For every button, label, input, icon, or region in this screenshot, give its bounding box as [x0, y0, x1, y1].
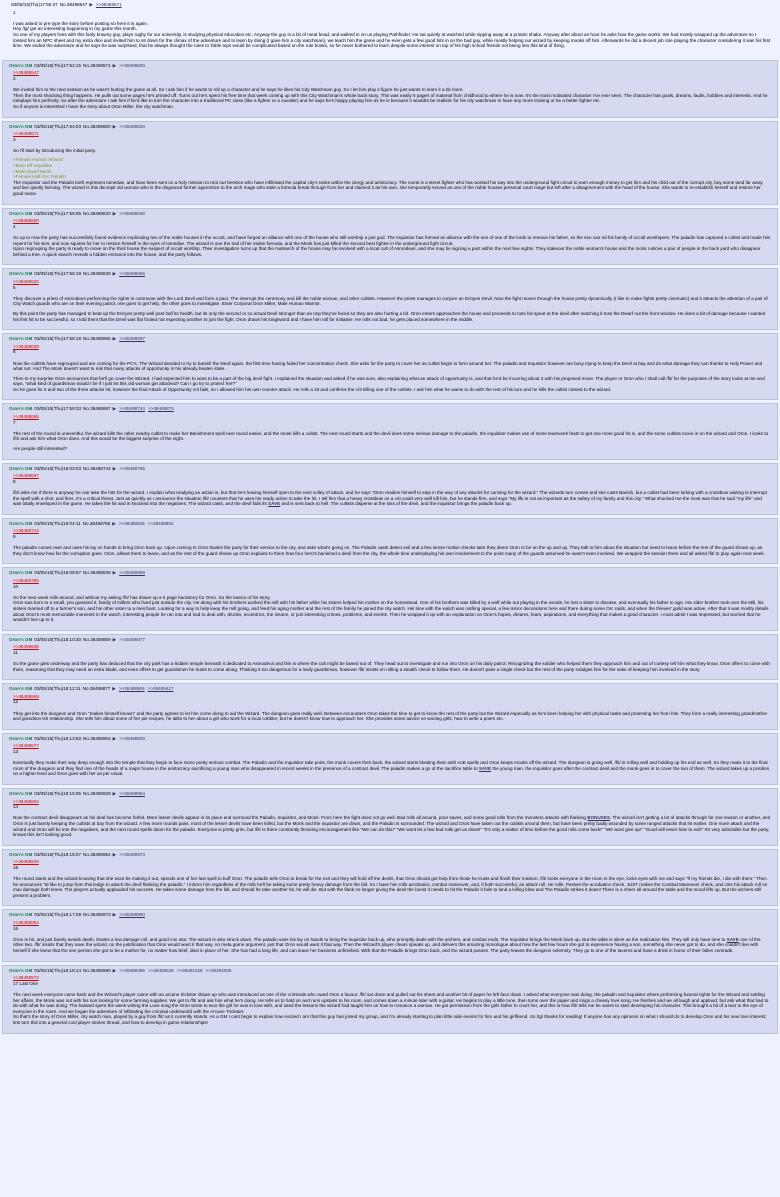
post-date: 03/05/15(Thu)18:16:07: [34, 851, 82, 857]
post-part-number: 17 Last One: [13, 980, 39, 986]
post-menu-arrow-icon[interactable]: ▶: [112, 967, 117, 973]
post-number[interactable]: No.38488744: [83, 465, 111, 471]
post-paragraph: So up to now the party has successfully found evidence implicating two of the noble houses in the occult, and have forged an alliance with one of the house who still worship a just god. The Inquisitor has formed an alliance with the son of one of the lords to remove his father, so the son can rid his family of occult worshipers. The paladin has captured a cultist and made him repent for his sins, and now squires for her to restore himself in the eyes of Iomedae. The wizard is one the trail of her stolen formula, and the Monk has just killed the second best fighter in the underground fight circuit. Upon regrouping the party is ready to move on the third house the suspect of occult worship. Their investigation turns up that the matriarch of the house may be involved with a local cult of Asmodeus, and she may be signing a pact within the next few nights. They stakeout the noble woman's house and the monk notices a pair of people in the back yard who disappear behind a tree. A quick search reveals a hidden entrance into the house, and the party follows.: [13, 235, 771, 257]
quote-link[interactable]: >>38488571: [13, 131, 39, 137]
post-menu-arrow-icon[interactable]: ▶: [112, 570, 117, 576]
post-date: 03/05/15(Thu)18:03:03: [34, 465, 82, 471]
post-part-number: 13: [13, 749, 19, 754]
post-header: [9, 637, 771, 643]
poster-name: Oron's GM: [9, 570, 33, 576]
reply-backlink[interactable]: >>38488571: [95, 2, 122, 7]
post-number[interactable]: No.38488697: [83, 406, 111, 412]
post-menu-arrow-icon[interactable]: ▶: [112, 465, 117, 471]
quote-link[interactable]: >>38488954: [13, 920, 39, 926]
post: [2, 567, 778, 630]
reply-backlink[interactable]: >>38488874: [148, 406, 174, 412]
post-header: [9, 124, 771, 130]
quote-link[interactable]: >>38488744: [13, 528, 39, 534]
post-part-number: 16: [13, 925, 19, 931]
post-body: [9, 920, 771, 954]
post: [2, 634, 778, 681]
poster-name: Oron's GM: [9, 210, 33, 216]
post-body: [9, 131, 771, 197]
post: [2, 733, 778, 785]
poster-name: Oron's GM: [9, 406, 33, 412]
poster-name: Oron's GM: [9, 967, 33, 973]
post-number[interactable]: No.38488954: [83, 851, 111, 857]
keyword-link[interactable]: SAVE: [726, 936, 739, 942]
reply-backlink[interactable]: >>38488990: [119, 912, 145, 918]
post: [2, 965, 778, 1034]
post-header: [9, 968, 771, 974]
post-number[interactable]: No.38488877: [82, 686, 111, 692]
post-header: [9, 570, 771, 576]
post-part-number: 6: [13, 349, 16, 355]
post-number[interactable]: No.38488990: [83, 967, 111, 973]
post-part-number: 8: [13, 478, 16, 484]
post-menu-arrow-icon[interactable]: ▶: [112, 271, 117, 277]
post-date: 03/05/15(Thu)17:56:19: [34, 271, 82, 277]
post-menu-arrow-icon[interactable]: ▶: [112, 210, 117, 216]
post-date: 03/05/15(Thu)18:15:05: [34, 790, 82, 796]
reply-backlink[interactable]: >>38488600: [119, 62, 145, 68]
poster-name: Oron's GM: [9, 851, 33, 857]
post-number[interactable]: No.38488904: [83, 735, 111, 741]
quote-link[interactable]: >>38488859: [13, 693, 39, 699]
poster-name: Oron's GM: [9, 520, 33, 526]
post-paragraph: By this point the party has managed to beat up the Erinyes pretty well past half its health, but its only the second or so actual Devil stronger than an Imp they've faced so they are also hurting a bit. Oron enters approaches the house and proceeds to toss his spear at the devil after watching it toss the Dwarf out the front window. He does a bit of damage because I wanted his first hit to be successful, so I told them that the Devil was flat footed not expecting another to join the fight. Oron draws his longsword and I have him roll for initiative. He rolls not bad, he gets placed somewhere in the middle.: [13, 310, 766, 322]
poster-name: Oron's GM: [9, 912, 33, 918]
post-number[interactable]: No.38488665: [83, 336, 111, 342]
quote-link[interactable]: >>38488904: [13, 798, 39, 804]
post-paragraph: I was asked to pre type the story before posting so here it is again. Hey /tg/ got an interesting happening in my game this month. So one of my players lives with this fairly brawny guy, plays rugby for our university, is studying physical education etc. Anyway the guy is a bit of meat head, and walked in on us playing Pathfinder. He sat quietly at watched while sipping away at a protein shake. Anyway after about an hour he asks how the game works. We had mostly wrapped up the adventure so I tossed him an NPC sheet and my extra dice and invited him to sit down for the climax of the adventure and to learn by doing (I gave him a city watchman), we teach him the game and he even gets a few good hits in on the bad guy, while mostly helping our wizard by keeping mooks off him. Afterwards he did a decent job role playing the character considering it was his first time. We ended the adventure and he says he was surprised, that he always thought the rules to Table tops would be complicated based on the rule books, so he never bothered to learn despite some interest on top of his high school friends not being into this kind of thing.: [13, 20, 771, 49]
post-body: [9, 528, 771, 556]
post-paragraph: The next week everyone came back and the Wizard's player came with an arcane trickster drawn up who was introduced as one of the criminals who owed Oron a favour. /fit/ sat down and pulled out his sheet and another bit of paper he left face down. I asked what everyone was doing, the paladin and inquisitor where preforming funeral rights for the Wizard and settling her affairs, the Monk was out with his son looking for some farming supplies. We get to /fit/ and ask him what he's doing. He tells us to hold on and runs upstairs to his room, and comes down a minute later with a guitar. He begins to play a little tune, then turns over the paper and sings a cheesy love song. He finishes and we all laugh and applaud, but ask what that had to do with what he was doing. The bastard spent the week writing the Love song the Oron wrote to woo the girl he was in love with, and used the lessons the wizard had taught him on how to romance a woman. He got permission from the girls father to court her, and this is how /fit/ tells me he wants to start developing his character. This brought a bit of a tear to the eye of everyone in the room. And we began the adventure of infiltrating the criminal underworld with the Arcane Trickster. So that's the story of Oron Miller, city watch man, played by a guy from /fit/ as it currently stands. As a GM I cant begin to explain how excited I am that this guy has joined my group, and I'm already starting to plan little side events for him and his girlfriend. So /tg/ thanks for reading! If anyone has any opinions on what I should do to develop Oron and his new love interest; lets turn this into a general cool player stories thread, and how to develop in game relationships!: [13, 992, 769, 1025]
post-body: [9, 344, 771, 393]
reply-backlink[interactable]: >>38488639: [119, 210, 145, 216]
post-menu-arrow-icon[interactable]: ▶: [112, 62, 117, 68]
reply-backlink[interactable]: >>38488877: [119, 636, 145, 642]
post-header: [9, 521, 771, 527]
post: [2, 788, 778, 846]
poster-name: Oron's GM: [9, 123, 33, 129]
post-menu-arrow-icon[interactable]: ▶: [112, 851, 117, 857]
poster-name: Oron's GM: [9, 686, 33, 692]
post-paragraph: /fit/ asks me if there is anyway he can take the hits for the wizard. I explain what readying an action is, but that he's leaving himself open to the next volley of attack, and he says "Oron readies himself to step in the way of any attacks for cunning for the wizard." The wizards turn comes and she casts Banish, but a cultist had been lurking with a crossbow waiting to interrupt the spell with a shot, and fires. It's a critical threat. Just as quickly as I announce the situation /fit/ counters that he uses his ready action to take the hit. I tell him that a heavy crossbow on a crit could very well kill him, but he stands firm, and says "My life is not as important as the safety of my family and this city." What shocked me the most was that he said "my life" and was totally enveloped in the game. He takes the hit and is knocked into the negatives. The wizard casts, and the devil fails its SAVE and is sent back to hell. The cultists disperse at the loss of the devil, and the inquisitor brings the paladin back up.: [13, 490, 767, 507]
keyword-link[interactable]: SAVE: [478, 765, 492, 771]
post: [2, 683, 778, 730]
greentext-line: >Female Half-Orc Paladin: [13, 174, 66, 180]
quote-link[interactable]: >>38488620: [13, 278, 39, 284]
post-paragraph: Are people still interested?: [13, 446, 68, 452]
quote-link[interactable]: >>38488765: [13, 577, 39, 583]
post-number[interactable]: No.38488639: [83, 271, 111, 277]
quote-link[interactable]: >>38488929: [13, 859, 39, 865]
post-menu-arrow-icon[interactable]: ▶: [112, 336, 117, 342]
post: [2, 208, 778, 266]
post-header: [9, 63, 771, 69]
post-date: 03/05/15(Thu)17:54:03: [34, 123, 82, 129]
post-number[interactable]: No.38488547: [59, 2, 88, 7]
post-paragraph: They get into the dungeon and Oron "makes himself known" and the party agrees to let him come along to aid the Wizard. The dungeon goes really well. Between encounters Oron takes the time to get to know the rest of the party but the Wizard especially as he's been helping her with physical tasks and protecting her from hits. They form a really interesting grandmother and grandson ish relationship. She tells him about some of her pie recipes, he talks to her about a girl who work for a local cobbler, but he doesn't know how to approach her. She provides some advice on wooing girls, how to write a poem etc.: [13, 710, 768, 722]
post-body: [9, 578, 771, 623]
reply-backlink[interactable]: >>38488852: [147, 520, 174, 526]
post: [2, 518, 778, 565]
post-body: [9, 975, 771, 1025]
post-part-number: 9: [13, 533, 16, 539]
poster-name: Oron's GM: [9, 735, 33, 741]
quote-link[interactable]: >>38488639: [13, 343, 39, 349]
post: [2, 121, 778, 205]
post-paragraph: Now the contract devil disappears as his deal has become forfeit. More lesser devils appear in its place and surround the Paladin, Inquisitor, and Monk. From here the fight does not go well. Bad rolls all around, poor saves, and some good rolls from the monsters attacks with flanking BONUSES. The wizard isn't getting a lot of attacks through for one reason or another, and Oron is just barely keeping the cultists at bay from the wizard. A few more rounds pass, most of the lesser devils have been killed, but the Monk and the inquisitor are down, and the Paladin is surrounded. The wizard and Oron have taken out the cultists around them, but have been pretty badly wounded by some ranged attacks that hit earlier. One more attack and the wizard and Oron will be into the negatives, and the next round spells doom for the paladin. Everyone is pretty grim, but /fit/ is there constantly throwing encouragement like "We can do this!" "We wont let a few bad rolls get us down!" "It's only a matter of time before the good rolls come back!" "We wont give up!" "Good will never lose to evil!" It's very admirable but the party, knows this isn't looking good.: [13, 815, 771, 838]
post-part-number: 14: [13, 804, 19, 810]
quote-link[interactable]: >>38488836: [13, 644, 39, 650]
post-part-number: 15: [13, 864, 19, 870]
reply-backlink[interactable]: >>38492055: [205, 967, 232, 973]
post-number[interactable]: No.38488859: [83, 636, 111, 642]
reply-backlink[interactable]: >>38489469: [119, 967, 145, 973]
post-header: [9, 686, 771, 692]
post: [2, 909, 778, 961]
post-date: 03/05/15(Thu)17:55:05: [34, 210, 82, 216]
post-menu-arrow-icon[interactable]: ▶: [112, 123, 117, 129]
post-paragraph: So the game gets underway and the party has deduced that the city park has a hidden temple beneath it dedicated to Asmodeus and this is where the cult might be based out of. They head out to investigate and run into Oron on his daily patrol. Recognizing the soldier who helped them they approach him and out of curtesy tell him what they know. Oron offers to come with them, reasoning that they may need an extra blade, and even offers to get guardsmen he trusts to come along. Thinking it too dangerous for a lowly guardsman, however /fit/ insists on rolling a stealth check to follow them. He doesn't pass a single check but the rest of the party indulges him for the sake of keeping him involved in the story.: [13, 661, 770, 672]
post-body: [9, 743, 771, 777]
keyword-link[interactable]: BONUSES: [587, 815, 610, 821]
post-date: 03/05/15(Thu)18:13:50: [34, 735, 82, 741]
post-paragraph: Oron is hit, and just barely avoids death, thanks a low damage roll, and good con stat. The wizard is also struck down. The paladin uses his lay on hands to bring the inquisitor back up, who promptly deals with the archers, and combat ends. The Inquisitor brings the Monk back up, But the table is silent as the realization hits. They will only have time to SAVE one of the other two. /fit/ insists that they save the wizard, on the justification that Oron would want it that way, no meta game argument, just that Oron would want it that way. Then the Wizard's player clears speaks up, and delivers this amazing monologue about how the last few hours she got to experience having a son, something she never got to do, and she couldn't live with herself if she knew that the one person she got to be a mother for, no matter how brief, died in place of her. She has had a long life, and can leave her business unfinished. With that the Paladin brings Oron back, and the wizard passes. The party leaves the dungeon solemnly. They go to one of the taverns and have a drink in honor of their fallen comrade.: [13, 936, 761, 954]
post-number[interactable]: No.38488600: [83, 123, 111, 129]
post: [2, 463, 778, 515]
post-body: [9, 799, 771, 838]
post-menu-arrow-icon[interactable]: ▶: [112, 406, 117, 412]
quote-link[interactable]: >>38488600: [13, 218, 39, 224]
post-part-number: 1: [13, 9, 16, 15]
post-date: 03/05/15(Thu)18:10:30: [34, 636, 82, 642]
post: [2, 849, 778, 907]
poster-name: Oron's GM: [9, 790, 33, 796]
post-body: [9, 473, 771, 507]
post-paragraph: We invited him to the next session as he wasn't hurting the game at all. So I ask him if he wants to roll up a character and he says he likes his City Watchman guy. So I let him play it figure he just wants to learn it a bit more. Then the most shocking thing happens. He pulls out some pages he's printed off. Turns out he's spent his free time that week coming up with this City Watchman's whole back story. This was easily 5 pages of material from childhood to where he is now. It's the most motivated character I've ever seen. The character has goals, dreams, faults, hobbies and interests. And he roleplays him perfectly. So after the adventure I ask him if he'd like to turn the character into a traditional PC class (like a fighter or a cavalier) and he says he's happy playing him as he is because it wouldnt be realistic for his city watchman to have any more training or be a better fighter etc. So if anyone is interested I have the story about Oron Miller, the city watchman.: [13, 87, 768, 109]
post-date: 03/05/15(Thu)17:50:37: [11, 2, 58, 7]
post: [2, 1, 778, 57]
greentext-line: >Male Elf Inquisitor: [13, 163, 53, 169]
post: [2, 268, 778, 330]
post-menu-arrow-icon[interactable]: ▶: [89, 2, 93, 7]
post-paragraph: So the next week rolls around, and without my asking /fit/ has drawn up a 5 page backstory for Oron. So the basics of his story. Oron was born to a small, you guessed it, family of millers who lived just outside the city. He along with his brothers worked the mill with his father while his sisters helped his mother on the homestead. One of his brothers was killed by a wolf while out playing in the woods, he lost a sister to disease, and eventually his father to age. His older brother took over the Mill, his sisters married off to a farmer's son, and his other sister to a merchant. Looking for a way to help keep the mill going, and feed his aging mother and the rest of the family he joined the city watch. His time with the watch was nothing special, a few minor decorations here and there during some Orc raids, and when the thieves' guild was active. After that it was mostly details about Oron's most memorable moments in the watch, interesting people he ran into and had to deal with, drunks, eccentrics, the insane, or just interesting crimes, problems, and events. Then he wrapped it up with an explanation on Oron's hopes, dreams, fears, aspirations, and everything that makes a good character. I must admit I was impressed, but worried that he wouldn't live up to it.: [13, 594, 769, 623]
post-header: [9, 466, 771, 472]
post-body: [9, 694, 771, 722]
post: [2, 333, 778, 400]
poster-name: Oron's GM: [9, 62, 33, 68]
post-number[interactable]: No.38488620: [83, 210, 111, 216]
reply-backlink[interactable]: >>38488929: [119, 735, 145, 741]
post-part-number: 4: [13, 223, 16, 229]
quote-link[interactable]: >>38488877: [13, 743, 39, 749]
post-body: [9, 70, 771, 109]
keyword-link[interactable]: SAVE: [268, 501, 281, 507]
quote-link[interactable]: >>38488665: [13, 414, 39, 420]
post-date: 03/05/15(Thu)18:17:09: [34, 912, 82, 918]
reply-backlink[interactable]: >>38489417: [147, 686, 174, 692]
quote-link[interactable]: >>38488547: [13, 70, 39, 76]
post-paragraph: Now the cultists have regrouped and are coming for the PC's. The Wizard decided to try to banish the Devil again, the first time having failed her concentration check. She asks for the party to cover her as cultist begin to form around her. The paladin and Inquisitor however are busy trying to keep the Devil at bay and do what damage they can thanks to Holy Power and what not. And The Monk doesn't want to risk that many attacks of opportunity in his already beaten state.: [13, 360, 763, 372]
post-paragraph: The round starts and the wizard knowing that she wont be making it out, spends one of her last spell to buff Oron. The paladin tells Oron to break for the exit and they will hold off the devils, that Oron should get help from those he trusts and finish their mission. /fit/ looks everyone in the room in the eye, locks eyes with me and says "If my friends die, I die with them." Then he announces "Id like to jump from this ledge to attack the devil flanking the paladin." I inform him regardless of the rolls he'll be taking some pretty heavy damage from the fall. So I have him rolls acrobatics, combat maneuver, and, if both successful, an attack roll. He rolls. Passes the acrobatics check. JUST makes the Combat Maneuver check, and crits his attack roll on max damage both times. The players actually applauded his success. He takes some damage from the fall, and should he take another hit, he will die. But with the flank no longer giving the devil the boost it needs to hit the Paladin it fails to land a killing blow and The Paladin strikes it down! There is a cheer all around the table and the mood lifts up. But the archers still present a problem.: [13, 876, 768, 898]
reply-backlink[interactable]: >>38488744: [119, 406, 145, 412]
post-number[interactable]: No.38488571: [83, 62, 111, 68]
reply-backlink[interactable]: >>38488697: [119, 336, 145, 342]
post-date: 03/05/15(Thu)18:04:11: [34, 520, 81, 526]
post-part-number: 11: [13, 649, 18, 655]
reply-backlink[interactable]: >>38488859: [119, 570, 145, 576]
post-part-number: 10: [13, 583, 19, 589]
post-menu-arrow-icon[interactable]: ▶: [112, 912, 117, 918]
post-paragraph: The rest of the round is uneventful, the wizard kills the other nearby cultist to make her Banishment spell next round easier, and the monk kills a cultist. The next round starts and the devil does some serious damage to the paladin, the inquisitor makes use of some teamwork feats to get one more good hit in, and the some cultists move in on the wizard and Oron. I looks to /fit/ and ask him what Oron does. And this would be the biggest surprise of the night.: [13, 430, 769, 442]
reply-backlink[interactable]: >>38488665: [119, 271, 145, 277]
post-number[interactable]: No.38488973: [83, 912, 111, 918]
post-part-number: 3: [13, 136, 16, 142]
post-header: [9, 912, 771, 918]
poster-name: Oron's GM: [9, 271, 33, 277]
post: [2, 403, 778, 459]
reply-backlink[interactable]: >>38488954: [119, 790, 145, 796]
post-date: 03/05/15(Thu)18:12:11: [34, 686, 81, 692]
post-date: 03/05/15(Thu)17:59:33: [34, 406, 82, 412]
post-date: 03/05/15(Thu)18:18:14: [34, 967, 82, 973]
quote-link[interactable]: >>38488697: [13, 473, 39, 479]
reply-backlink[interactable]: >>38489526: [148, 967, 174, 973]
post-menu-arrow-icon[interactable]: ▶: [112, 520, 116, 526]
post-paragraph: They discover a priest of Asmodeus performing the rights to commune with the Lord Devil and form a pact. The interrupt the ceremony and kill the noble woman, and other cultists. However the priest manages to conjure an Erinyes Devil. Now the fight moves through the house pretty dynamically (I like to make fights pretty cinematic) and it attracts the attention of a pair of City Watch guards who are on their evening patrol, one goes to get help, the other goes to investigate. Enter Corporal Oron Miller, Male Human Warrior.: [13, 295, 768, 307]
post-date: 03/05/15(Thu)18:08:57: [34, 570, 82, 576]
post-part-number: 12: [13, 699, 19, 705]
post-menu-arrow-icon[interactable]: ▶: [112, 790, 117, 796]
poster-name: Oron's GM: [9, 465, 33, 471]
greentext-line: >Male Dwarf Monk: [13, 168, 52, 174]
post-menu-arrow-icon[interactable]: ▶: [112, 686, 116, 692]
post-header: [9, 2, 771, 8]
post-menu-arrow-icon[interactable]: ▶: [112, 735, 117, 741]
reply-backlink[interactable]: >>38488973: [119, 851, 145, 857]
post-header: [9, 736, 771, 742]
post-header: [9, 211, 771, 217]
post-part-number: 7: [13, 419, 16, 425]
post-header: [9, 271, 771, 277]
poster-name: Oron's GM: [9, 636, 33, 642]
post-body: [9, 10, 771, 49]
post-header: [9, 406, 771, 412]
reply-backlink[interactable]: >>38491628: [176, 967, 203, 973]
reply-backlink[interactable]: >>38488904: [118, 686, 145, 692]
post-header: [9, 791, 771, 797]
quote-link[interactable]: >>38488973: [13, 975, 39, 981]
post-part-number: 2: [13, 75, 16, 81]
post-part-number: 5: [13, 284, 16, 290]
post-number[interactable]: No.38488836: [83, 570, 111, 576]
reply-backlink[interactable]: >>38488836: [118, 520, 145, 526]
post: [2, 60, 778, 118]
post-header: [9, 852, 771, 858]
post-body: [9, 414, 771, 452]
post-date: 03/05/15(Thu)17:58:18: [34, 336, 82, 342]
post-paragraph: Then to my surprise Oron announces that he'll go cover the Wizard. I had expected him to want to be a part of the big devil fight. I explained the situation and asked if he was sure, also explaining what an attack of opportunity is, and that he'd be incurring about 3 with his proposed move. The player or Oron who I shall call /fit/ for the purposes of the story looks at me and says, "what kind of guardsman would I be if I just let this old woman get attacked? Can I go try to protect her?" So he goes for it and two of the three attacks hit, however the final Attack of Opportunity crit fails, so I allowed him his own counter attack. He rolls a 19 and confirms the crit killing one of the cultists. I ask him what he wants to do with the rest of his turn and he kills the cultist closest to the wizard.: [13, 375, 765, 392]
post-paragraph: The Inquisitor and the Paladin both represent Iomedae, and have been sent on a holy mission to root out heretics who have infiltrated the capital city's ranks within the clergy and aristocracy. The monk is a street fighter who has worked his way into the underground fight circuit to earn enough money to get him and his child out of the corrupt city, buy some land far away and live quietly farming. The wizard is this decrepit old woman who is the disgraced former apprentice to the arch mage who stole a formula break through from her and claimed it as his own, she temporarily served as one of the noble houses personal court mage but left after a disagreement with the head of the house. She wants to re-establish herself and restore her good name.: [13, 179, 763, 197]
post-body: [9, 644, 771, 672]
post-number[interactable]: No.38488929: [83, 790, 111, 796]
post-body: [9, 859, 771, 898]
reply-backlink[interactable]: >>38488765: [119, 465, 145, 471]
post-paragraph: So I'll start by introducing the initial party.: [13, 147, 97, 153]
post-body: [9, 279, 771, 322]
post-body: [9, 218, 771, 257]
post-date: 03/05/15(Thu)17:52:15: [34, 62, 82, 68]
poster-name: Oron's GM: [9, 336, 33, 342]
reply-backlink[interactable]: >>38488620: [119, 123, 145, 129]
post-number[interactable]: No.38488765: [82, 520, 111, 526]
greentext-line: >Female Human Wizard: [13, 157, 63, 163]
post-paragraph: Eventually they make their way deep enough into the temple that they begin to face some pretty serious combat. The Paladin and the Inquisitor take point, the monk covers their back, the wizard starts blasting them with AoE spells and Oron keeps mooks off the wizard. The dungeon is going well, /fit/ is rolling well and holding up his end as well. So they make it to the final room of the dungeon and they find one of the heads of a major house in the aristocracy sacrificing a young man who disappeared in recent weeks in the presence of a contract devil. The paladin makes a go of the sacrifice table to SAVE the young man, the inquisitor goes after the contract devil and the monk goes in to cover the two of them. The wizard takes up a position on a higher level and Oron goes with her as per usual.: [13, 760, 770, 777]
post-paragraph: The paladin comes over and uses his lay on hands to bring Oron back up. Upon coming to Oron thanks the party for their service to the city, and asks what's going on. The Paladin casts detect evil and a few sense motive checks later they deem Oron to be on the up and up. They talk to him about the situation but need to leave before the rest of the guard shows up, as they don't know how far the corruption goes. Oron, allows them to leave, and as the rest of the guard shows up Oron explains to them how four hero's banished a devil from the city, the whole time underplaying his own involvement to the point many of the guards assumed he wasn't even involved. We wrapped the session there and all asked /fit/ to play again next week.: [13, 545, 765, 556]
post-menu-arrow-icon[interactable]: ▶: [112, 636, 117, 642]
post-header: [9, 336, 771, 342]
